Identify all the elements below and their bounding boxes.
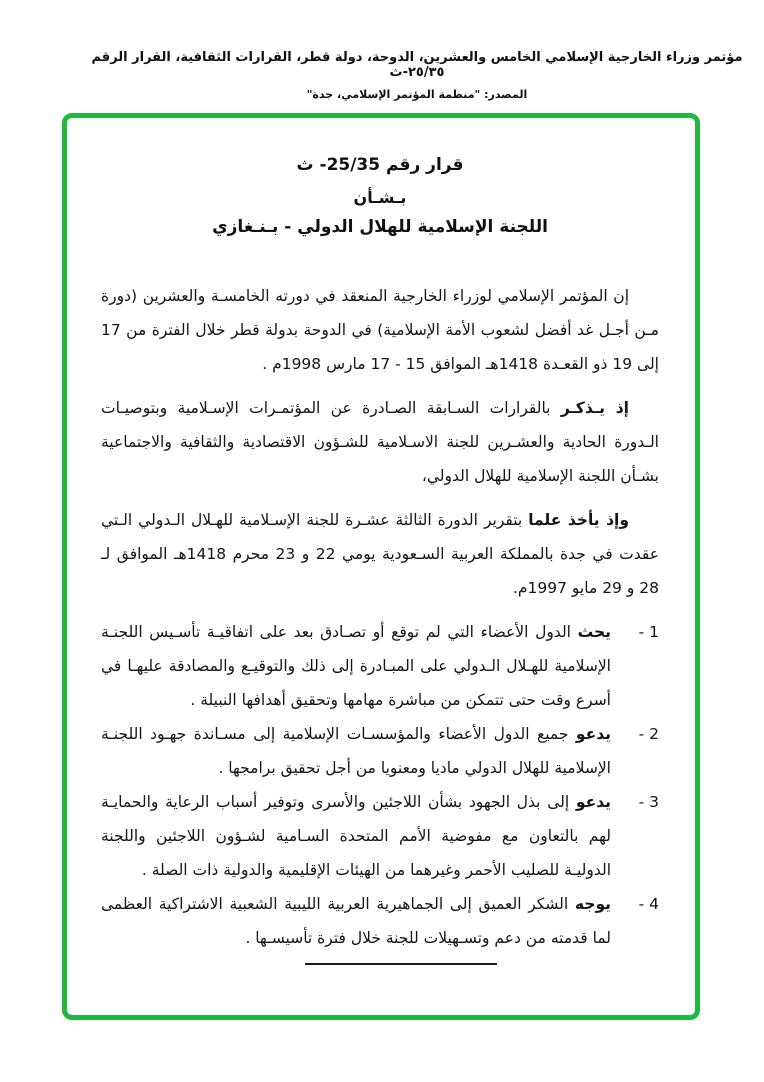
item-lead: يحث [577, 623, 611, 641]
item-body: الشكر العميق إلى الجماهيرية العربية الليبية الشعبية الاشتراكية العظمى لما قدمته من دعم وتسـهيلات للجنة خلال فترة تأسيسـها . [101, 895, 611, 947]
paragraph-text: إن المؤتمر الإسلامي لوزراء الخارجية المنعقد في دورته الخامسـة والعشرين (دورة مـن أجـل غد أفضل لشعوب الأمة الإسلامية) في الدوحة بدولة قطر خلال الفترة من 17 إلى 19 ذو القعـدة 1418هـ الموافق 15 - 17 مارس 1998م . [101, 287, 659, 373]
list-item [101, 615, 659, 717]
resolution-content [67, 118, 695, 1015]
paragraph-text: بتقرير الدورة الثالثة عشـرة للجنة الإسـلامية للهـلال الـدولي الـتي عقدت في جدة بالمملكة العربية السـعودية يومي 22 و 23 محرم 1418هـ الموافق لـ 28 و 29 مايو 1997م. [101, 511, 660, 597]
paragraph-lead: إذ يـذكـر [560, 399, 629, 417]
item-lead: يدعو [575, 793, 611, 811]
header-publisher-line: المصدر: "منظمة المؤتمر الإسلامي، جدة" [306, 88, 528, 101]
list-item [101, 887, 659, 955]
item-lead: يوجه [574, 895, 611, 913]
paragraph-text: بالقرارات السـابقة الصـادرة عن المؤتمـرات الإسـلامية وبتوصيـات الـدورة الحادية والعشـرين للجنة الاسـلامية للشـؤون الاقتصادية والثقافية والاجتماعية بشـأن اللجنة الإسلامية للهلال الدولي، [101, 399, 659, 485]
item-number: 4 - [638, 895, 659, 913]
header-source-line: مؤتمر وزراء الخارجية الإسلامي الخامس والعشرين، الدوحة، دولة قطر، القرارات الثقافية، القرار الرقم ٢٥/٣٥-ث [91, 50, 743, 80]
item-text [101, 615, 611, 717]
item-body: الدول الأعضاء التي لم توقع أو تصـادق بعد على اتفاقيـة تأسـيس اللجنـة الإسلامية للهـلال الـدولي على المبـادرة إلى ذلك والتوقيـع والمصادقة عليهـا في أسرع وقت حتى تتمكن من مباشرة مهامها وتحقيق أهدافها النبيلة . [101, 623, 611, 709]
item-number: 2 - [638, 725, 659, 743]
paragraph-lead: وإذ يأخذ علما [528, 511, 629, 529]
operative-items-list [101, 615, 659, 955]
item-text [101, 887, 611, 955]
subject-title: اللجنة الإسلامية للهلال الدولي - بـنـغازي [212, 217, 548, 237]
resolution-number-title: قرار رقم 25/35- ث [296, 155, 464, 175]
item-text [101, 717, 611, 785]
preamble-paragraph [101, 279, 659, 381]
concerning-title: بـشـأن [353, 188, 407, 207]
taking-note-paragraph [101, 503, 659, 605]
item-body: إلى بذل الجهود بشأن اللاجئين والأسرى وتوفير أسباب الرعاية والحمايـة لهم بالتعاون مع مفوضية الأمم المتحدة السـامية لشـؤون اللاجئين واللجنة الدوليـة للصليب الأحمر وغيرهما من الهيئات الإقليمية والدولية ذات الصلة . [101, 793, 611, 879]
item-body: جميع الدول الأعضاء والمؤسسـات الإسلامية إلى مسـاندة جهـود اللجنـة الإسلامية للهلال الدولي ماديا ومعنويا من أجل تحقيق برامجها . [101, 725, 611, 777]
recalling-paragraph [101, 391, 659, 493]
item-number: 1 - [638, 623, 659, 641]
item-text [101, 785, 611, 887]
list-item [101, 717, 659, 785]
green-frame [62, 113, 700, 1020]
item-lead: يدعو [575, 725, 611, 743]
document-header [0, 50, 764, 101]
list-item [101, 785, 659, 887]
footer-separator-line [305, 963, 497, 965]
item-number: 3 - [638, 793, 659, 811]
